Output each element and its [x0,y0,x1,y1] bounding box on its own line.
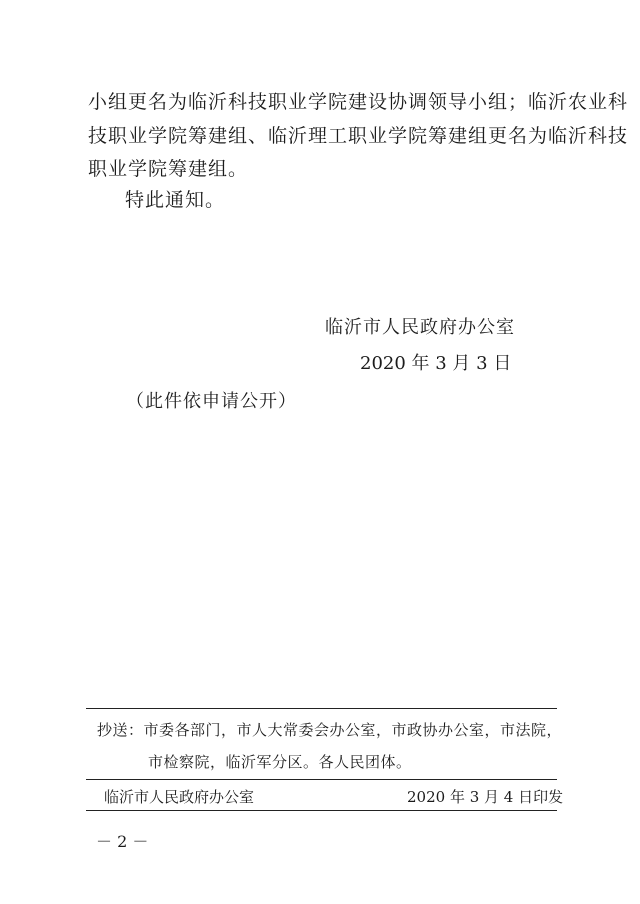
footer-rule-middle [86,779,557,780]
signature-date: 2020 年 3 月 3 日 [360,353,512,374]
cc-recipients-line-1: 抄送：市委各部门，市人大常委会办公室，市政协办公室，市法院， [97,721,563,739]
signature-issuer: 临沂市人民政府办公室 [325,317,515,338]
closing-text: 特此通知。 [125,189,226,211]
footer-issuer: 临沂市人民政府办公室 [104,788,255,806]
public-disclosure-note: （此件依申请公开） [126,391,297,412]
page-number: － 2 － [96,832,149,851]
cc-recipients-line-2: 市检察院，临沂军分区。各人民团体。 [148,753,412,771]
body-text-line-3: 职业学院筹建组。 [88,158,249,180]
footer-rule-top [86,708,557,709]
footer-rule-bottom [86,810,557,811]
body-text-line-2: 技职业学院筹建组、临沂理工职业学院筹建组更名为临沂科技 [88,125,629,147]
body-text-line-1: 小组更名为临沂科技职业学院建设协调领导小组；临沂农业科 [88,91,629,113]
footer-print-date: 2020 年 3 月 4 日印发 [407,788,564,806]
